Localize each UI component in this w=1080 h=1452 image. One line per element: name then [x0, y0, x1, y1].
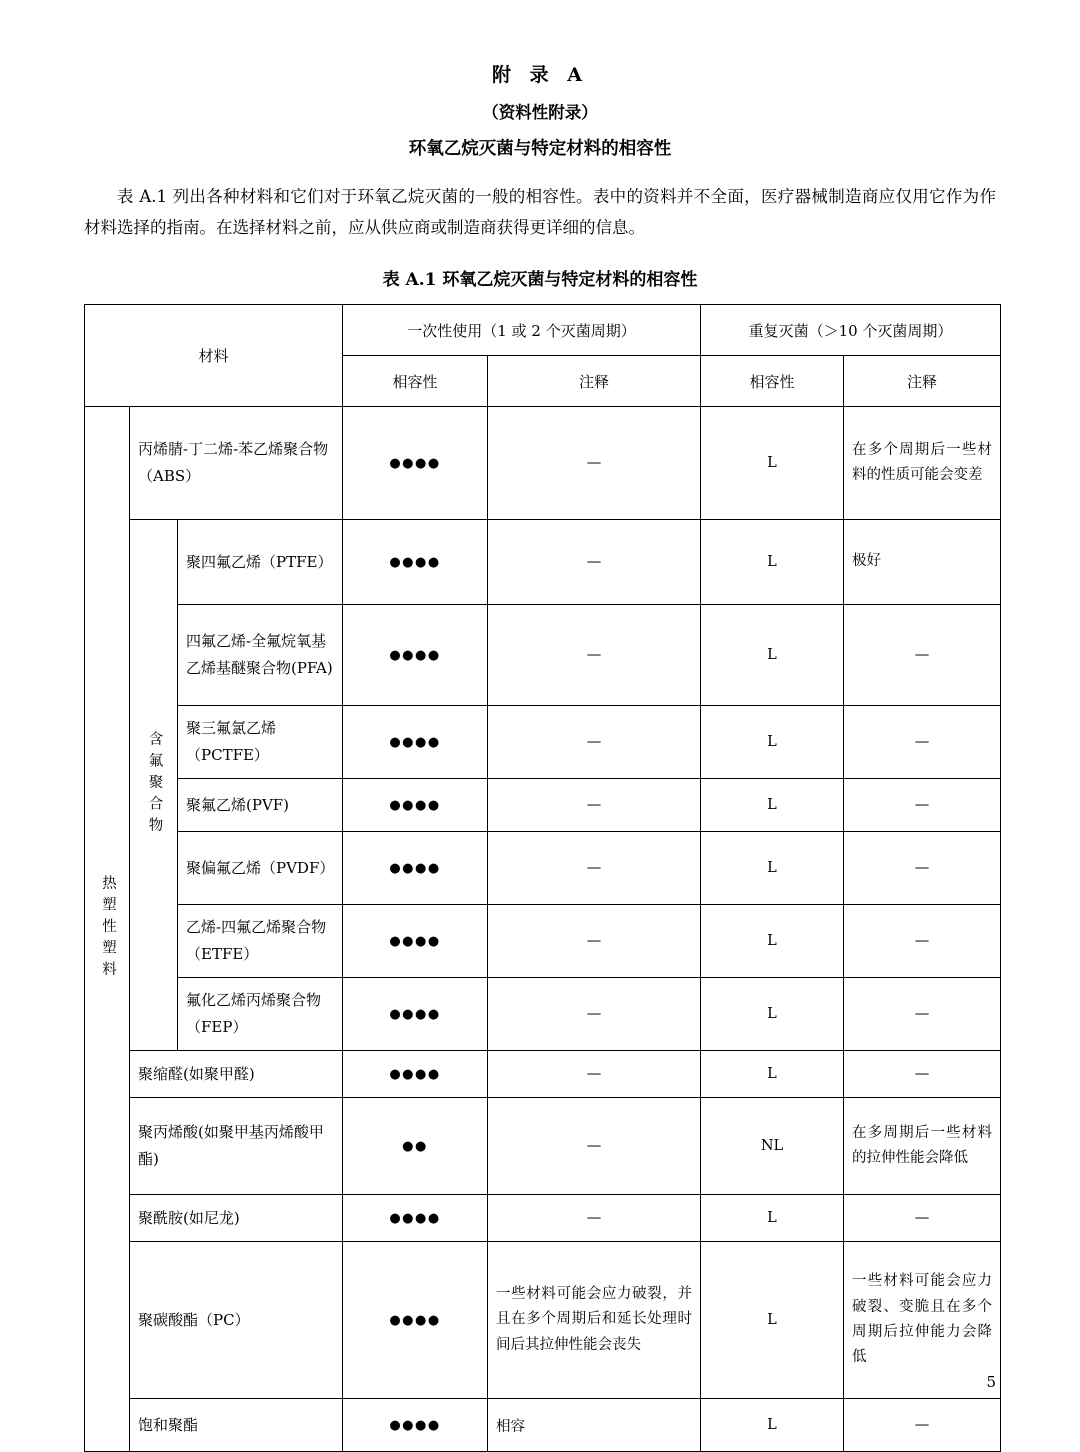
table-caption: 表 A.1 环氧乙烷灭菌与特定材料的相容性: [382, 270, 698, 291]
material-name: 饱和聚酯: [130, 1399, 343, 1452]
compat-single: ●●●●: [343, 779, 488, 832]
table-row: [85, 1051, 1001, 1098]
compat-repeat: L: [701, 1051, 844, 1098]
compat-repeat: L: [701, 1242, 844, 1399]
intro-paragraph: 表 A.1 列出各种材料和它们对于环氧乙烷灭菌的一般的相容性。表中的资料并不全面，医疗器械制造商应仅用它作为作材料选择的指南。在选择材料之前，应从供应商或制造商获得更详细的信息。: [84, 187, 996, 237]
compat-single: ●●●●: [343, 1051, 488, 1098]
page-number: 5: [986, 1373, 996, 1391]
note-repeat: —: [844, 779, 1001, 832]
compat-single: ●●●●: [343, 407, 488, 520]
header-note-2: 注释: [844, 356, 1001, 407]
header-material: 材料: [85, 305, 343, 407]
material-name: 四氟乙烯-全氟烷氧基乙烯基醚聚合物(PFA): [178, 605, 343, 706]
note-single: —: [488, 706, 701, 779]
appendix-subtitle: （资料性附录）: [482, 103, 598, 122]
compat-repeat: L: [701, 407, 844, 520]
material-name: 丙烯腈-丁二烯-苯乙烯聚合物（ABS）: [130, 407, 343, 520]
table-row: [85, 1399, 1001, 1452]
material-name: 聚丙烯酸(如聚甲基丙烯酸甲酯): [130, 1098, 343, 1195]
note-single: —: [488, 1098, 701, 1195]
note-single: —: [488, 520, 701, 605]
header-compat-2: 相容性: [701, 356, 844, 407]
note-single: —: [488, 978, 701, 1051]
compat-repeat: L: [701, 905, 844, 978]
note-single: —: [488, 905, 701, 978]
note-repeat: 在多周期后一些材料的拉伸性能会降低: [844, 1098, 1001, 1195]
header-compat-1: 相容性: [343, 356, 488, 407]
note-single: —: [488, 832, 701, 905]
compat-single: ●●●●: [343, 706, 488, 779]
table-head: [85, 305, 1001, 407]
note-single: 一些材料可能会应力破裂，并且在多个周期后和延长处理时间后其拉伸性能会丧失: [488, 1242, 701, 1399]
note-repeat: —: [844, 1399, 1001, 1452]
table-row: [85, 1098, 1001, 1195]
material-name: 聚偏氟乙烯（PVDF）: [178, 832, 343, 905]
compat-repeat: L: [701, 1195, 844, 1242]
group-label: 热塑性塑料: [99, 875, 116, 983]
note-single: —: [488, 407, 701, 520]
compat-repeat: L: [701, 978, 844, 1051]
compat-repeat: L: [701, 605, 844, 706]
compat-single: ●●: [343, 1098, 488, 1195]
material-name: 聚四氟乙烯（PTFE）: [178, 520, 343, 605]
note-repeat: —: [844, 905, 1001, 978]
table-row: [85, 706, 1001, 779]
appendix-title: 附 录 A: [492, 64, 588, 86]
note-repeat: —: [844, 832, 1001, 905]
table-body: [85, 407, 1001, 1452]
compat-repeat: L: [701, 706, 844, 779]
header-repeat: 重复灭菌（＞10 个灭菌周期）: [701, 305, 1001, 356]
compat-repeat: NL: [701, 1098, 844, 1195]
subgroup-label: 含氟聚合物: [146, 731, 163, 839]
compat-repeat: L: [701, 520, 844, 605]
header-single-use: 一次性使用（1 或 2 个灭菌周期）: [343, 305, 701, 356]
compatibility-table: [84, 304, 1001, 1452]
table-row: [85, 1242, 1001, 1399]
material-name: 聚酰胺(如尼龙): [130, 1195, 343, 1242]
subgroup-label-cell: [130, 520, 178, 1051]
table-row: [85, 779, 1001, 832]
group-label-cell: [85, 407, 130, 1452]
compat-single: ●●●●: [343, 1195, 488, 1242]
note-single: —: [488, 1051, 701, 1098]
note-repeat: —: [844, 1051, 1001, 1098]
compat-single: ●●●●: [343, 832, 488, 905]
compat-single: ●●●●: [343, 1399, 488, 1452]
compat-single: ●●●●: [343, 1242, 488, 1399]
note-single: —: [488, 779, 701, 832]
header-note-1: 注释: [488, 356, 701, 407]
material-name: 乙烯-四氟乙烯聚合物（ETFE）: [178, 905, 343, 978]
note-repeat: 一些材料可能会应力破裂、变脆且在多个周期后拉伸能力会降低: [844, 1242, 1001, 1399]
compat-single: ●●●●: [343, 978, 488, 1051]
compat-repeat: L: [701, 1399, 844, 1452]
note-single: —: [488, 605, 701, 706]
table-row: [85, 1195, 1001, 1242]
note-single: —: [488, 1195, 701, 1242]
material-name: 氟化乙烯丙烯聚合物（FEP）: [178, 978, 343, 1051]
note-repeat: —: [844, 605, 1001, 706]
note-single: 相容: [488, 1399, 701, 1452]
note-repeat: —: [844, 706, 1001, 779]
compat-repeat: L: [701, 832, 844, 905]
compat-single: ●●●●: [343, 605, 488, 706]
table-row: [85, 978, 1001, 1051]
table-row: [85, 905, 1001, 978]
material-name: 聚碳酸酯（PC）: [130, 1242, 343, 1399]
compat-repeat: L: [701, 779, 844, 832]
table-row: [85, 407, 1001, 520]
note-repeat: —: [844, 978, 1001, 1051]
compat-single: ●●●●: [343, 905, 488, 978]
note-repeat: —: [844, 1195, 1001, 1242]
table-row: [85, 832, 1001, 905]
table-row: [85, 520, 1001, 605]
material-name: 聚三氟氯乙烯（PCTFE）: [178, 706, 343, 779]
appendix-heading: 环氧乙烷灭菌与特定材料的相容性: [408, 139, 672, 159]
material-name: 聚缩醛(如聚甲醛): [130, 1051, 343, 1098]
compat-single: ●●●●: [343, 520, 488, 605]
note-repeat: 极好: [844, 520, 1001, 605]
table-row: [85, 605, 1001, 706]
material-name: 聚氟乙烯(PVF): [178, 779, 343, 832]
note-repeat: 在多个周期后一些材料的性质可能会变差: [844, 407, 1001, 520]
